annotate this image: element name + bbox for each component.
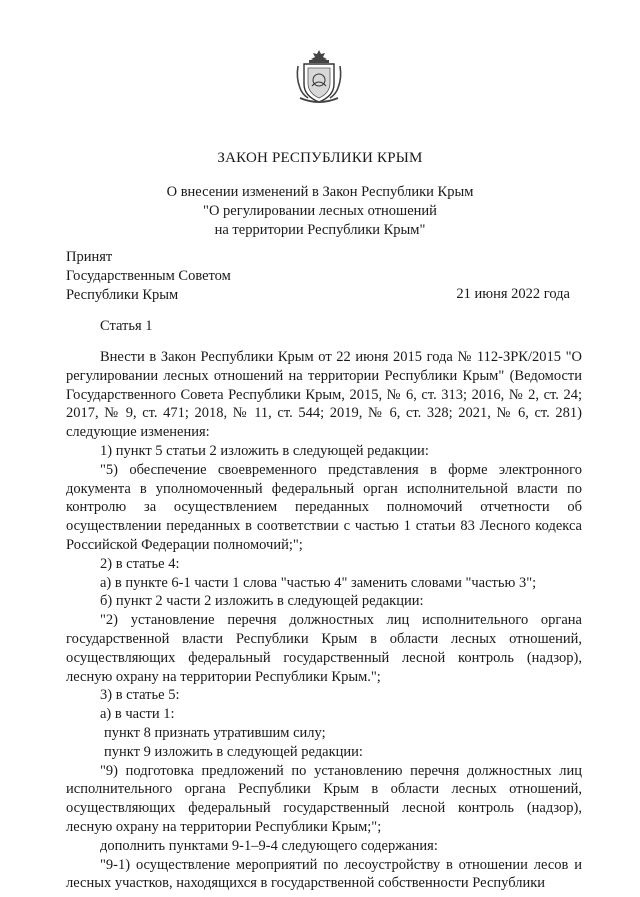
paragraph: "9) подготовка предложений по установлению перечня должностных лиц исполнительного органа Республики Крым в области лесных отношений, осуществляющих федеральный государственный лесной контроль (надзор), лесную охрану на территории Республики Крым;"; — [66, 762, 582, 835]
law-title: ЗАКОН РЕСПУБЛИКИ КРЫМ — [217, 150, 423, 166]
paragraph: "2) установление перечня должностных лиц исполнительного органа государственной власти Республики Крым в области лесных отношений, осуществляющих федеральный государственный лесной контроль (надзор), лесную охрану на территории Республики Крым."; — [66, 612, 582, 685]
adoption-block — [66, 248, 231, 305]
law-subtitle — [0, 183, 640, 240]
adoption-line: Принят — [66, 249, 113, 265]
paragraph: а) в пункте 6-1 части 1 слова "частью 4" заменить словами "частью 3"; — [100, 574, 537, 591]
paragraph: 3) в статье 5: — [100, 687, 180, 704]
paragraph: "5) обеспечение своевременного представления в форме электронного документа в уполномоченный федеральный орган исполнительной власти по контролю за осуществлением переданных полномочий отчетности об осуществлении переданных в соответствии с частью 1 статьи 83 Лесного кодекса Российской Федерации полномочий;"; — [66, 461, 582, 553]
article-title: Статья 1 — [100, 318, 153, 334]
article-body — [66, 348, 582, 893]
subtitle-line: О внесении изменений в Закон Республики Крым — [166, 184, 474, 200]
adoption-date: 21 июня 2022 года — [456, 286, 570, 302]
subtitle-line: на территории Республики Крым" — [214, 222, 426, 238]
paragraph: а) в части 1: — [100, 706, 175, 723]
paragraph: пункт 8 признать утратившим силу; — [104, 724, 326, 741]
subtitle-line: "О регулировании лесных отношений — [203, 203, 437, 219]
paragraph: б) пункт 2 части 2 изложить в следующей редакции: — [100, 593, 424, 610]
paragraph: 2) в статье 4: — [100, 555, 180, 572]
paragraph: Внести в Закон Республики Крым от 22 июня 2015 года № 112-ЗРК/2015 "О регулировании лесных отношений на территории Республики Крым" (Ведомости Государственного Совета Республики Крым, 2015, № 6, ст. 313; 2016, № 2, ст. 24; 2017, № 9, ст. 471; 2018, № 11, ст. 544; 2019, № 6, ст. 328; 2021, № 6, ст. 281) следующие изменения: — [66, 349, 582, 441]
adoption-line: Республики Крым — [66, 287, 179, 303]
paragraph: дополнить пунктами 9-1–9-4 следующего содержания: — [100, 837, 438, 854]
paragraph: пункт 9 изложить в следующей редакции: — [104, 743, 363, 760]
adoption-line: Государственным Советом — [66, 268, 231, 284]
paragraph: 1) пункт 5 статьи 2 изложить в следующей редакции: — [100, 442, 429, 459]
paragraph: "9-1) осуществление мероприятий по лесоустройству в отношении лесов и лесных участков, находящихся в государственной собственности Республики — [66, 856, 582, 892]
crimea-coat-of-arms-icon — [290, 48, 348, 106]
